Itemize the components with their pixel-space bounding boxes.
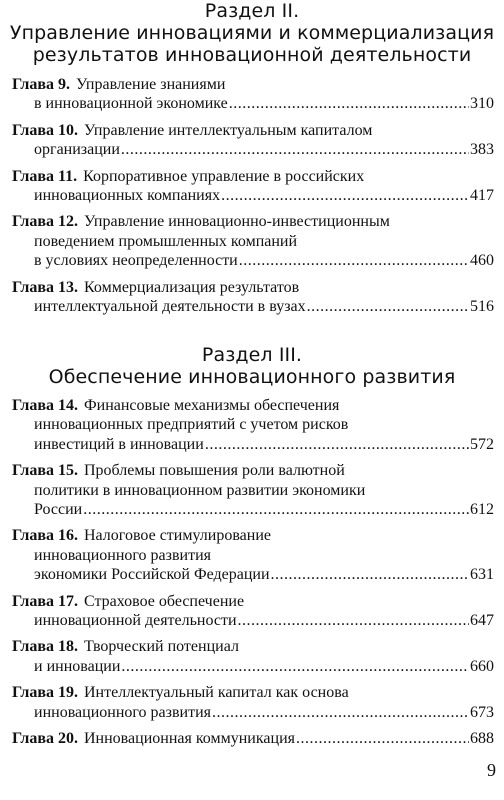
chapter-title: Управление интеллектуальным капиталом [84, 121, 373, 139]
page-ref: 612 [470, 501, 494, 519]
toc-entry-chapter-9[interactable] [12, 75, 494, 114]
toc-section-3 [12, 396, 494, 756]
chapter-label: Глава 11. [12, 167, 78, 185]
dot-leader [221, 186, 469, 205]
dot-leader [121, 140, 469, 159]
page-ref: 417 [470, 187, 494, 205]
page-ref: 572 [470, 435, 494, 453]
section-3-subtitle: Обеспечение инновационного развития [48, 366, 456, 388]
dot-leader [307, 297, 469, 316]
page-ref: 516 [470, 298, 494, 316]
chapter-title: Интеллектуальный капитал как основа [84, 684, 349, 702]
chapter-title-cont: инновационных предприятий с учетом рисков [34, 416, 349, 434]
dot-leader [238, 611, 469, 630]
dot-leader [271, 565, 469, 584]
chapter-label: Глава 10. [12, 121, 78, 139]
dot-leader [296, 729, 469, 748]
chapter-title: Коммерциализация результатов [84, 278, 300, 296]
toc-section-2 [12, 75, 494, 323]
chapter-title: Инновационная коммуникация [84, 730, 295, 748]
section-2-heading [0, 0, 504, 66]
chapter-title-cont: инновационного развития [34, 703, 211, 721]
chapter-title-cont: экономики Российской Федерации [34, 566, 270, 584]
chapter-title-cont: политики в инновационном развитии экономики [34, 481, 366, 499]
dot-leader [83, 500, 469, 519]
chapter-title: Творческий потенциал [84, 638, 239, 656]
page-ref: 688 [470, 730, 494, 748]
toc-entry-chapter-18[interactable] [12, 637, 494, 676]
dot-leader [229, 94, 469, 113]
chapter-title-cont: инновационных компаниях [34, 187, 221, 205]
toc-entry-chapter-15[interactable] [12, 461, 494, 519]
chapter-title-cont: России [34, 501, 83, 519]
toc-entry-chapter-13[interactable] [12, 278, 494, 317]
section-2-subtitle-line-1: Управление инновациями и коммерциализация [9, 22, 495, 44]
toc-entry-chapter-11[interactable] [12, 167, 494, 206]
chapter-title-cont: инновационной деятельности [34, 612, 237, 630]
page-ref: 647 [470, 612, 494, 630]
chapter-label: Глава 13. [12, 278, 78, 296]
page-ref: 383 [470, 141, 494, 159]
chapter-title: Проблемы повышения роли валютной [84, 462, 345, 480]
dot-leader [121, 657, 469, 676]
chapter-label: Глава 12. [12, 213, 78, 231]
dot-leader [239, 251, 469, 270]
toc-entry-chapter-20[interactable] [12, 729, 494, 748]
chapter-title-cont: поведением промышленных компаний [34, 232, 298, 250]
toc-entry-chapter-14[interactable] [12, 396, 494, 454]
chapter-label: Глава 18. [12, 638, 78, 656]
chapter-title: Финансовые механизмы обеспечения [84, 397, 340, 414]
chapter-label: Глава 17. [12, 592, 78, 610]
toc-entry-chapter-16[interactable] [12, 526, 494, 584]
chapter-title: Страховое обеспечение [84, 592, 245, 610]
section-2-subtitle-line-2: результатов инновационной деятельности [32, 44, 472, 66]
chapter-title: Управление знаниями [76, 76, 226, 93]
page-ref: 310 [470, 95, 494, 113]
dot-leader [205, 435, 469, 454]
page-ref: 660 [470, 657, 494, 675]
dot-leader [212, 703, 469, 722]
chapter-title-cont: интеллектуальной деятельности в вузах [34, 298, 306, 316]
chapter-label: Глава 19. [12, 684, 78, 702]
chapter-title-cont: инновационного развития [34, 546, 211, 564]
chapter-label: Глава 20. [12, 730, 78, 748]
toc-entry-chapter-19[interactable] [12, 683, 494, 722]
chapter-title-cont: организации [34, 141, 120, 159]
toc-entry-chapter-17[interactable] [12, 592, 494, 631]
chapter-label: Глава 14. [12, 397, 78, 414]
chapter-label: Глава 9. [12, 76, 70, 93]
page-number: 9 [487, 760, 496, 780]
chapter-label: Глава 15. [12, 462, 78, 480]
page-ref: 673 [470, 703, 494, 721]
section-3-heading [0, 344, 504, 388]
chapter-title-cont: в условиях неопределенности [34, 252, 238, 270]
toc-entry-chapter-12[interactable] [12, 212, 494, 270]
chapter-title: Управление инновационно-инвестиционным [84, 213, 390, 231]
section-2-title: Раздел II. [204, 0, 300, 22]
chapter-title: Налоговое стимулирование [84, 527, 271, 545]
page-ref: 631 [470, 566, 494, 584]
page-ref: 460 [470, 252, 494, 270]
chapter-title: Корпоративное управление в российских [83, 167, 365, 185]
chapter-label: Глава 16. [12, 527, 78, 545]
chapter-title-cont: в инновационной экономике [34, 95, 228, 113]
chapter-title-cont: и инновации [34, 657, 121, 675]
chapter-title-cont: инвестиций в инновации [34, 435, 204, 453]
section-3-title: Раздел III. [201, 344, 303, 366]
toc-entry-chapter-10[interactable] [12, 121, 494, 160]
